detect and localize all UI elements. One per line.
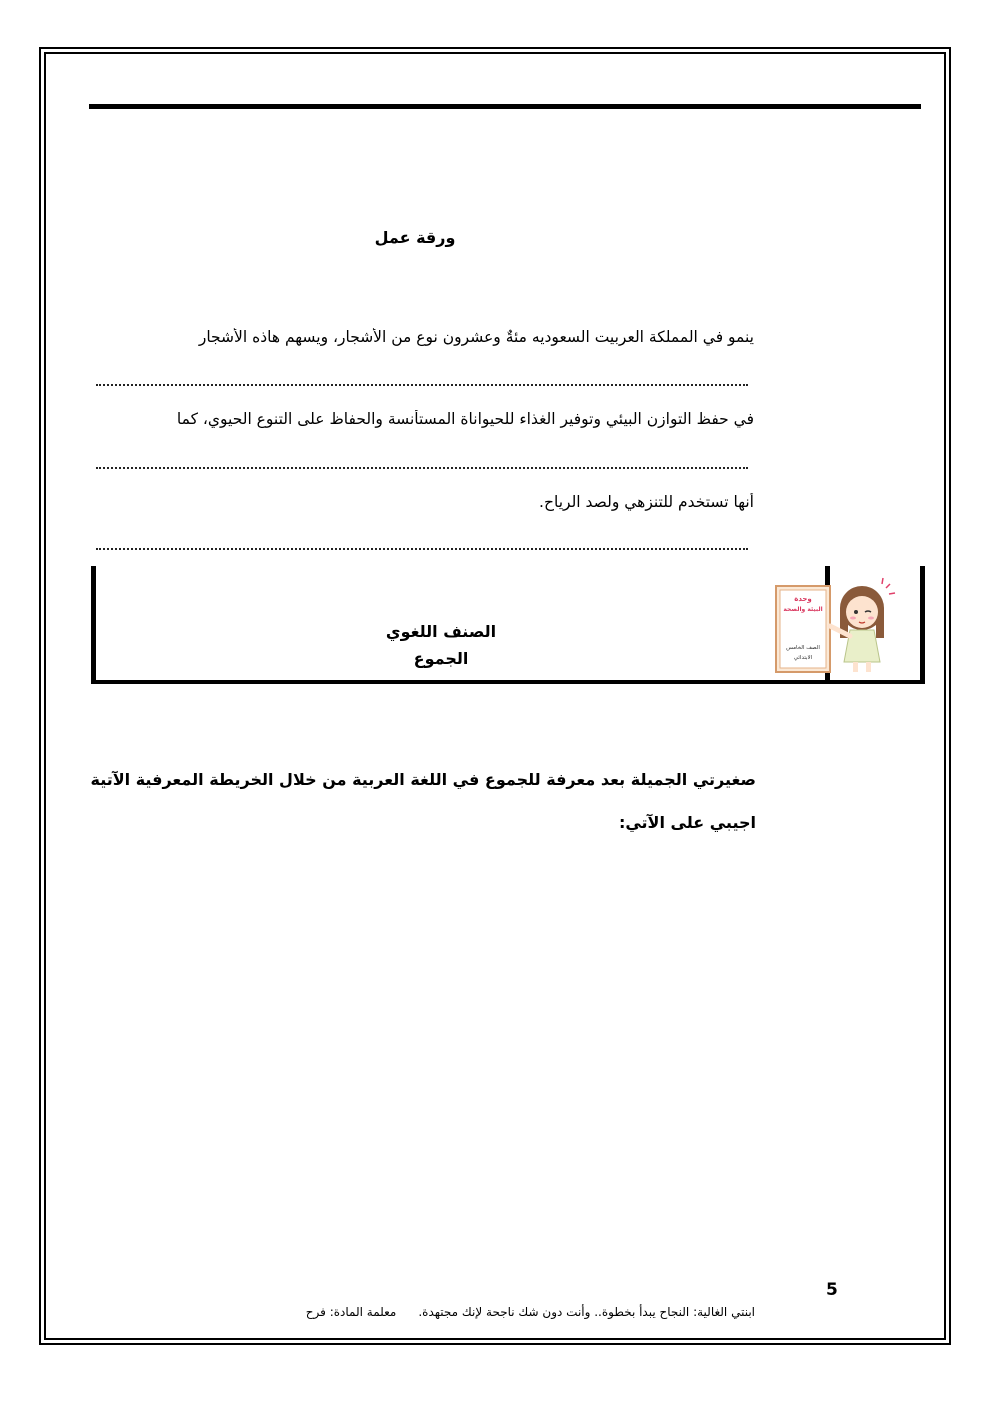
paragraph-line-2: في حفظ التوازن البيئي وتوفير الغذاء للحيواناة المستأنسة والحفاظ على التنوع الحيوي، كما	[176, 410, 754, 428]
banner-bottom-border	[91, 680, 925, 684]
page-number: 5	[826, 1280, 838, 1300]
clipart-text-1: وحدة	[794, 595, 812, 603]
girl-holding-sign-clipart	[770, 574, 898, 674]
dotted-answer-line	[96, 467, 748, 469]
clipart-text-4: الابتدائي	[793, 655, 813, 661]
category-label: الصنف اللغوي	[385, 622, 497, 641]
footer	[210, 1305, 755, 1319]
paragraph-line-3: أنها تستخدم للتنزهي ولصد الرياح.	[539, 493, 754, 511]
banner-right-border	[920, 566, 925, 684]
clipart-text-3: الصف الخامس	[786, 645, 820, 651]
banner-left-border	[91, 566, 96, 684]
category-topic: الجموع	[413, 649, 469, 668]
worksheet-title: ورقة عمل	[374, 228, 456, 247]
dotted-answer-line	[96, 384, 748, 386]
instruction-line-1: صغيرتي الجميلة بعد معرفة للجموع في اللغة العربية من خلال الخريطة المعرفية الآتية	[90, 770, 756, 789]
clipart-text-2: البيئة والصحة	[783, 606, 823, 613]
header-rule	[89, 104, 921, 109]
footer-teacher: معلمة المادة: فرح	[305, 1305, 397, 1319]
footer-motto: ابنتي الغالية: النجاح يبدأ بخطوة.. وأنت دون شك ناجحة لإنك مجتهدة.	[418, 1305, 755, 1319]
instruction-line-2: اجيبي على الآتي:	[618, 813, 756, 832]
dotted-answer-line	[96, 548, 748, 550]
paragraph-line-1: ينمو في المملكة العربيت السعوديه مئةٌ وعشرون نوعٍ من الأشجار، ويسهم هاذه الأشجار	[198, 328, 754, 346]
